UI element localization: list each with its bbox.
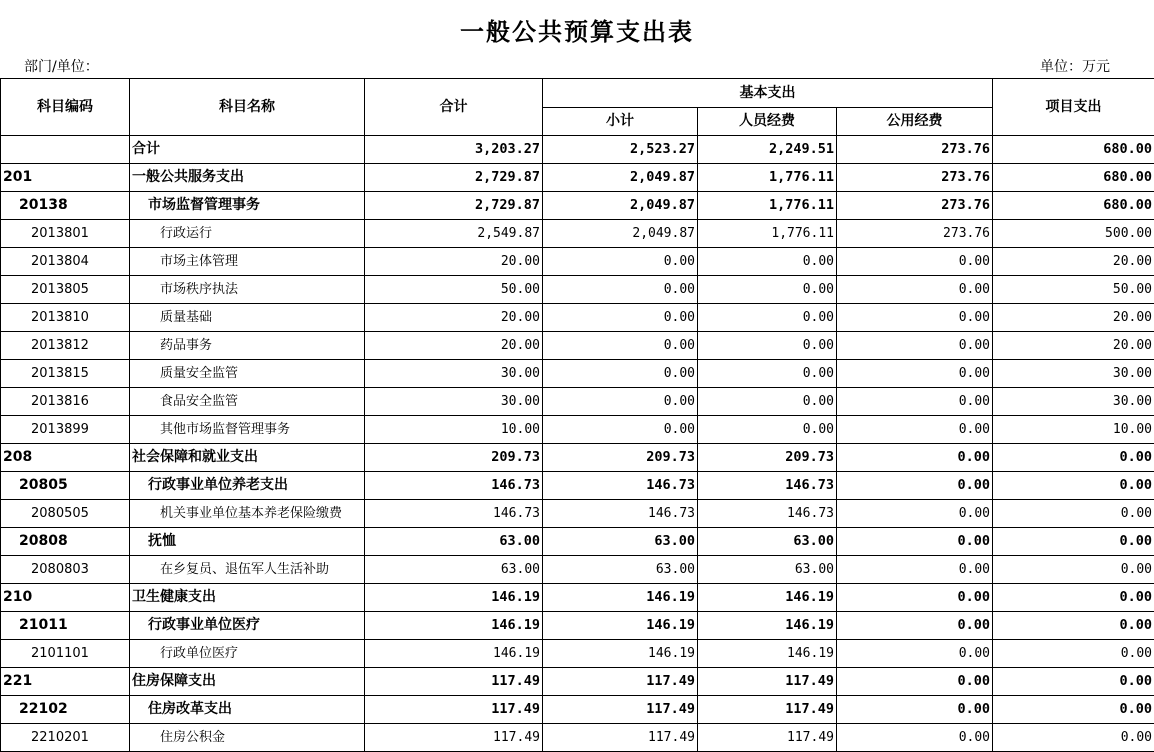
cell-personnel: 117.49 — [698, 668, 837, 696]
cell-total: 20.00 — [365, 304, 543, 332]
cell-project: 20.00 — [993, 248, 1154, 276]
cell-project: 30.00 — [993, 388, 1154, 416]
cell-name: 住房改革支出 — [130, 696, 365, 724]
cell-total: 146.19 — [365, 640, 543, 668]
unit-label: 单位：万元 — [1040, 56, 1110, 76]
cell-subtotal: 0.00 — [543, 388, 698, 416]
cell-personnel: 63.00 — [698, 556, 837, 584]
table-row — [1, 556, 1154, 584]
cell-name: 行政事业单位养老支出 — [130, 472, 365, 500]
cell-subtotal: 0.00 — [543, 304, 698, 332]
cell-subtotal: 0.00 — [543, 276, 698, 304]
cell-personnel: 146.19 — [698, 612, 837, 640]
header-code: 科目编码 — [1, 79, 130, 136]
table-row — [1, 332, 1154, 360]
cell-public: 0.00 — [837, 668, 993, 696]
cell-project: 20.00 — [993, 304, 1154, 332]
cell-name: 药品事务 — [130, 332, 365, 360]
cell-subtotal: 209.73 — [543, 444, 698, 472]
cell-public: 0.00 — [837, 612, 993, 640]
cell-project: 0.00 — [993, 500, 1154, 528]
budget-table — [0, 78, 1154, 752]
table-row — [1, 500, 1154, 528]
cell-public: 0.00 — [837, 276, 993, 304]
cell-name: 机关事业单位基本养老保险缴费 — [130, 500, 365, 528]
table-row — [1, 276, 1154, 304]
cell-subtotal: 2,049.87 — [543, 220, 698, 248]
cell-personnel: 117.49 — [698, 696, 837, 724]
cell-project: 20.00 — [993, 332, 1154, 360]
cell-name: 住房保障支出 — [130, 668, 365, 696]
cell-code: 2013810 — [1, 304, 130, 332]
page-title: 一般公共预算支出表 — [0, 12, 1154, 47]
cell-total: 2,729.87 — [365, 164, 543, 192]
cell-name: 市场主体管理 — [130, 248, 365, 276]
cell-project: 0.00 — [993, 472, 1154, 500]
cell-total: 10.00 — [365, 416, 543, 444]
cell-name: 质量基础 — [130, 304, 365, 332]
cell-project: 0.00 — [993, 584, 1154, 612]
cell-personnel: 0.00 — [698, 360, 837, 388]
cell-public: 0.00 — [837, 584, 993, 612]
cell-project: 0.00 — [993, 640, 1154, 668]
cell-public: 0.00 — [837, 332, 993, 360]
table-row — [1, 248, 1154, 276]
cell-subtotal: 0.00 — [543, 360, 698, 388]
cell-subtotal: 117.49 — [543, 668, 698, 696]
cell-personnel: 0.00 — [698, 276, 837, 304]
cell-personnel: 146.73 — [698, 472, 837, 500]
cell-name: 质量安全监管 — [130, 360, 365, 388]
cell-total: 3,203.27 — [365, 136, 543, 164]
cell-code: 208 — [1, 444, 130, 472]
cell-personnel: 0.00 — [698, 388, 837, 416]
cell-personnel: 1,776.11 — [698, 192, 837, 220]
cell-personnel: 1,776.11 — [698, 220, 837, 248]
table-row — [1, 528, 1154, 556]
cell-name: 行政运行 — [130, 220, 365, 248]
cell-code: 2080803 — [1, 556, 130, 584]
cell-project: 30.00 — [993, 360, 1154, 388]
cell-code: 2013816 — [1, 388, 130, 416]
cell-public: 0.00 — [837, 248, 993, 276]
table-header — [1, 79, 1154, 136]
cell-personnel: 0.00 — [698, 332, 837, 360]
cell-name: 住房公积金 — [130, 724, 365, 752]
cell-name: 市场秩序执法 — [130, 276, 365, 304]
cell-personnel: 146.19 — [698, 640, 837, 668]
cell-total: 63.00 — [365, 556, 543, 584]
cell-public: 0.00 — [837, 388, 993, 416]
table-row — [1, 612, 1154, 640]
cell-project: 680.00 — [993, 192, 1154, 220]
cell-project: 680.00 — [993, 164, 1154, 192]
cell-subtotal: 146.19 — [543, 640, 698, 668]
cell-code: 221 — [1, 668, 130, 696]
cell-project: 0.00 — [993, 668, 1154, 696]
cell-subtotal: 63.00 — [543, 528, 698, 556]
cell-total: 146.19 — [365, 612, 543, 640]
cell-public: 0.00 — [837, 360, 993, 388]
cell-code: 2013815 — [1, 360, 130, 388]
cell-total: 63.00 — [365, 528, 543, 556]
cell-subtotal: 146.73 — [543, 472, 698, 500]
cell-total: 146.73 — [365, 472, 543, 500]
cell-public: 0.00 — [837, 444, 993, 472]
cell-code: 2013804 — [1, 248, 130, 276]
cell-project: 0.00 — [993, 724, 1154, 752]
cell-code: 2101101 — [1, 640, 130, 668]
cell-personnel: 117.49 — [698, 724, 837, 752]
header-name: 科目名称 — [130, 79, 365, 136]
cell-project: 500.00 — [993, 220, 1154, 248]
cell-public: 273.76 — [837, 192, 993, 220]
table-row — [1, 304, 1154, 332]
cell-code: 2210201 — [1, 724, 130, 752]
cell-name: 食品安全监管 — [130, 388, 365, 416]
table-row — [1, 724, 1154, 752]
cell-code: 2013899 — [1, 416, 130, 444]
table-row — [1, 444, 1154, 472]
cell-code: 20138 — [1, 192, 130, 220]
cell-code — [1, 136, 130, 164]
table-row — [1, 220, 1154, 248]
cell-personnel: 209.73 — [698, 444, 837, 472]
table-body — [1, 136, 1154, 752]
cell-public: 273.76 — [837, 164, 993, 192]
cell-code: 21011 — [1, 612, 130, 640]
cell-total: 30.00 — [365, 388, 543, 416]
cell-name: 行政事业单位医疗 — [130, 612, 365, 640]
cell-total: 209.73 — [365, 444, 543, 472]
cell-total: 117.49 — [365, 724, 543, 752]
cell-code: 2013812 — [1, 332, 130, 360]
table-row — [1, 584, 1154, 612]
cell-project: 0.00 — [993, 444, 1154, 472]
cell-total: 146.73 — [365, 500, 543, 528]
cell-code: 2013805 — [1, 276, 130, 304]
cell-total: 146.19 — [365, 584, 543, 612]
cell-public: 273.76 — [837, 136, 993, 164]
cell-name: 在乡复员、退伍军人生活补助 — [130, 556, 365, 584]
cell-total: 50.00 — [365, 276, 543, 304]
cell-name: 市场监督管理事务 — [130, 192, 365, 220]
cell-total: 30.00 — [365, 360, 543, 388]
cell-total: 20.00 — [365, 248, 543, 276]
cell-public: 0.00 — [837, 696, 993, 724]
cell-project: 0.00 — [993, 696, 1154, 724]
cell-code: 210 — [1, 584, 130, 612]
table-row — [1, 472, 1154, 500]
cell-code: 201 — [1, 164, 130, 192]
cell-subtotal: 146.73 — [543, 500, 698, 528]
cell-project: 0.00 — [993, 612, 1154, 640]
cell-name: 社会保障和就业支出 — [130, 444, 365, 472]
cell-total: 2,729.87 — [365, 192, 543, 220]
cell-personnel: 146.73 — [698, 500, 837, 528]
cell-code: 20808 — [1, 528, 130, 556]
cell-personnel: 0.00 — [698, 304, 837, 332]
cell-total: 2,549.87 — [365, 220, 543, 248]
dept-label: 部门/单位： — [24, 56, 99, 76]
cell-public: 0.00 — [837, 500, 993, 528]
cell-subtotal: 146.19 — [543, 612, 698, 640]
header-project: 项目支出 — [993, 79, 1154, 136]
cell-personnel: 0.00 — [698, 416, 837, 444]
header-basic: 基本支出 — [543, 79, 993, 108]
cell-project: 0.00 — [993, 528, 1154, 556]
cell-code: 22102 — [1, 696, 130, 724]
cell-subtotal: 0.00 — [543, 416, 698, 444]
cell-project: 680.00 — [993, 136, 1154, 164]
header-personnel: 人员经费 — [698, 108, 837, 136]
table-row — [1, 136, 1154, 164]
cell-personnel: 63.00 — [698, 528, 837, 556]
cell-subtotal: 117.49 — [543, 696, 698, 724]
cell-project: 10.00 — [993, 416, 1154, 444]
cell-public: 273.76 — [837, 220, 993, 248]
table-row — [1, 192, 1154, 220]
table-row — [1, 164, 1154, 192]
cell-public: 0.00 — [837, 556, 993, 584]
table-row — [1, 696, 1154, 724]
cell-code: 20805 — [1, 472, 130, 500]
cell-name: 合计 — [130, 136, 365, 164]
cell-subtotal: 117.49 — [543, 724, 698, 752]
cell-name: 卫生健康支出 — [130, 584, 365, 612]
cell-subtotal: 2,049.87 — [543, 192, 698, 220]
cell-total: 20.00 — [365, 332, 543, 360]
cell-project: 50.00 — [993, 276, 1154, 304]
cell-code: 2080505 — [1, 500, 130, 528]
header-total: 合计 — [365, 79, 543, 136]
cell-personnel: 1,776.11 — [698, 164, 837, 192]
cell-project: 0.00 — [993, 556, 1154, 584]
cell-name: 一般公共服务支出 — [130, 164, 365, 192]
cell-public: 0.00 — [837, 304, 993, 332]
table-row — [1, 360, 1154, 388]
header-subtotal: 小计 — [543, 108, 698, 136]
cell-total: 117.49 — [365, 668, 543, 696]
cell-personnel: 2,249.51 — [698, 136, 837, 164]
cell-personnel: 146.19 — [698, 584, 837, 612]
header-public: 公用经费 — [837, 108, 993, 136]
cell-subtotal: 2,523.27 — [543, 136, 698, 164]
cell-public: 0.00 — [837, 472, 993, 500]
cell-public: 0.00 — [837, 640, 993, 668]
cell-subtotal: 2,049.87 — [543, 164, 698, 192]
cell-total: 117.49 — [365, 696, 543, 724]
cell-subtotal: 0.00 — [543, 332, 698, 360]
table-row — [1, 416, 1154, 444]
table-row — [1, 640, 1154, 668]
cell-personnel: 0.00 — [698, 248, 837, 276]
cell-public: 0.00 — [837, 528, 993, 556]
cell-public: 0.00 — [837, 724, 993, 752]
cell-subtotal: 0.00 — [543, 248, 698, 276]
cell-name: 抚恤 — [130, 528, 365, 556]
cell-name: 其他市场监督管理事务 — [130, 416, 365, 444]
cell-subtotal: 146.19 — [543, 584, 698, 612]
table-row — [1, 668, 1154, 696]
cell-code: 2013801 — [1, 220, 130, 248]
table-row — [1, 388, 1154, 416]
cell-public: 0.00 — [837, 416, 993, 444]
cell-subtotal: 63.00 — [543, 556, 698, 584]
cell-name: 行政单位医疗 — [130, 640, 365, 668]
